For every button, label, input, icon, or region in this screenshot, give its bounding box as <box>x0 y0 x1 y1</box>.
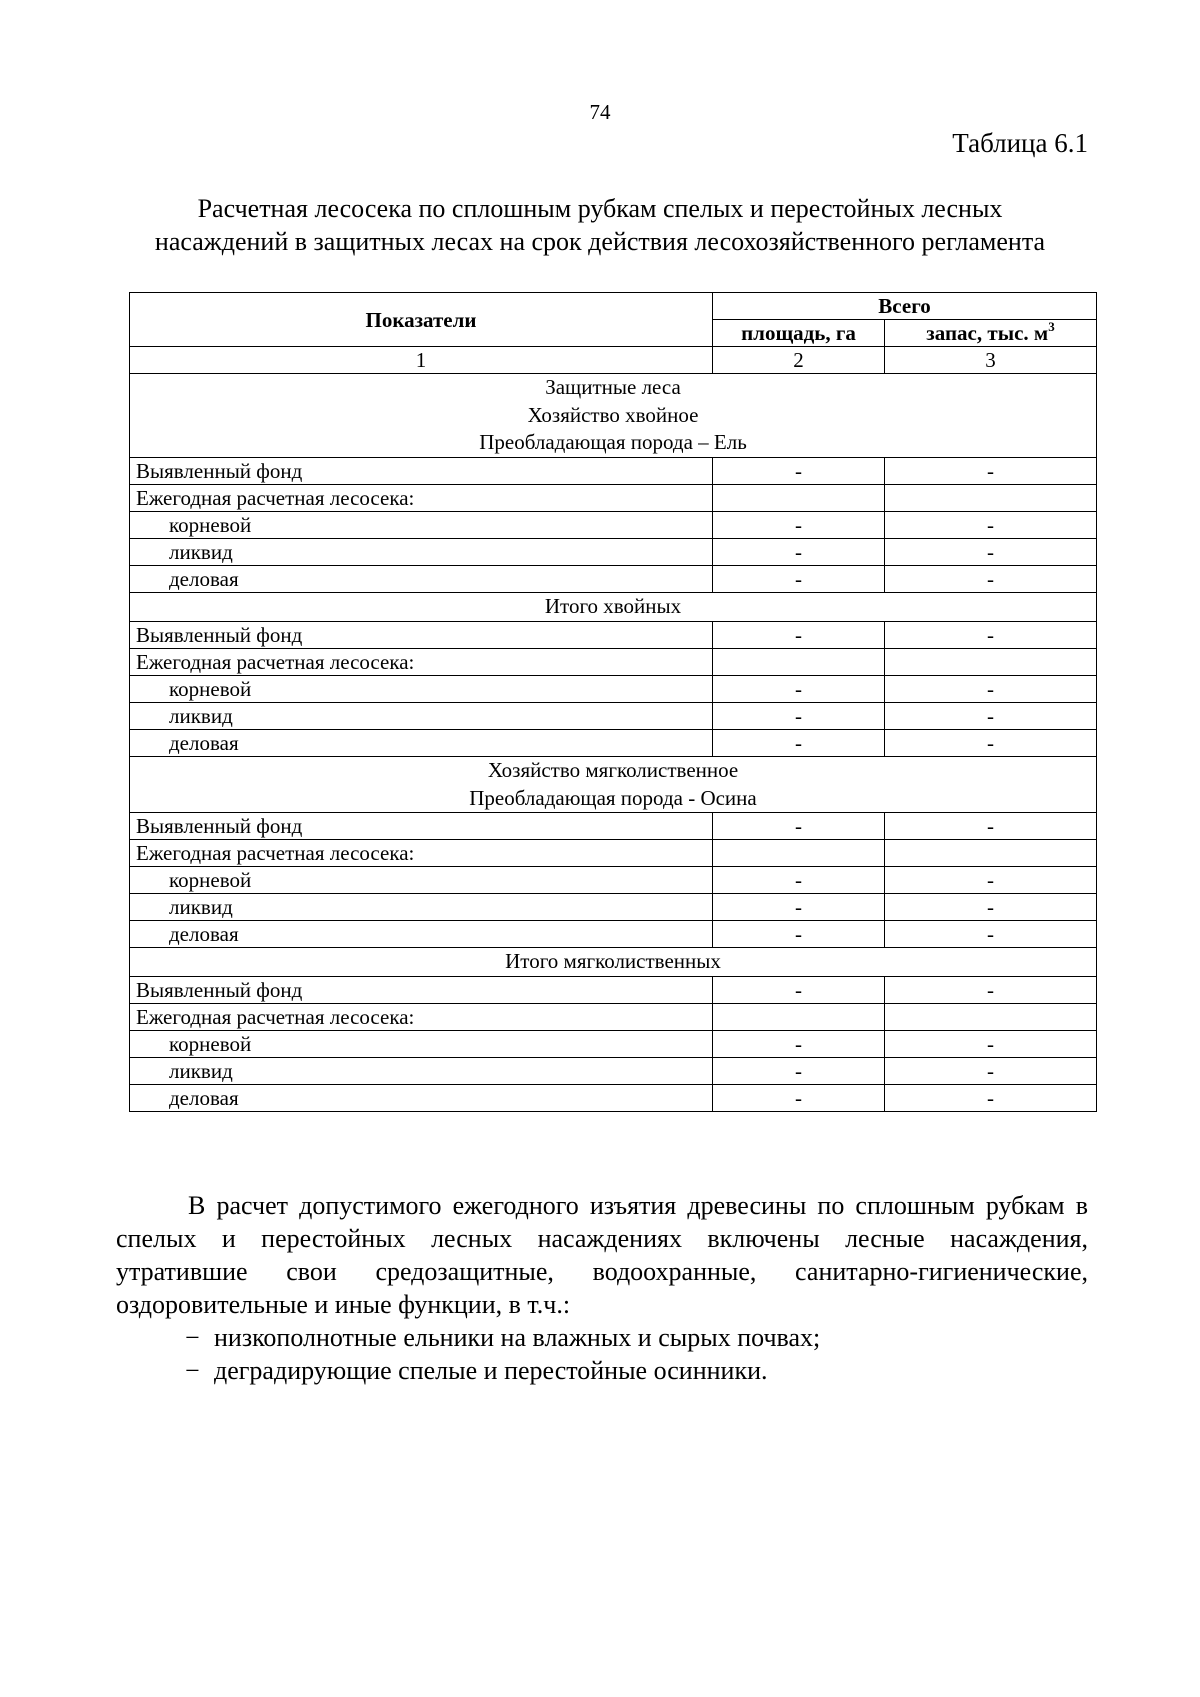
row-area-value: - <box>713 867 885 894</box>
row-stock-value: - <box>885 813 1097 840</box>
section-title-line: Хозяйство хвойное <box>527 402 699 427</box>
row-stock-value <box>885 485 1097 512</box>
row-stock-value: - <box>885 1057 1097 1084</box>
table-label: Таблица 6.1 <box>952 128 1088 158</box>
row-area-value: - <box>713 894 885 921</box>
column-number: 2 <box>713 347 885 374</box>
row-stock-value: - <box>885 921 1097 948</box>
row-area-value: - <box>713 458 885 485</box>
table-title-line: Расчетная лесосека по сплошным рубкам спелых и перестойных лесных <box>197 194 1003 223</box>
table-row <box>130 566 1097 593</box>
row-stock-value: - <box>885 867 1097 894</box>
row-stock-value: - <box>885 702 1097 729</box>
bullet-list <box>116 1321 1088 1387</box>
bullet-item <box>116 1321 1088 1354</box>
section-row <box>130 948 1097 977</box>
header-indicators: Показатели <box>130 293 713 347</box>
table-row <box>130 648 1097 675</box>
table-row <box>130 729 1097 756</box>
page-number: 74 <box>589 100 611 124</box>
row-label: ликвид <box>130 1057 713 1084</box>
row-area-value <box>713 485 885 512</box>
row-stock-value: - <box>885 539 1097 566</box>
table-row <box>130 921 1097 948</box>
bullet-item <box>116 1354 1088 1387</box>
table-row <box>130 894 1097 921</box>
row-stock-value <box>885 1003 1097 1030</box>
row-stock-value: - <box>885 729 1097 756</box>
table-row <box>130 675 1097 702</box>
row-area-value <box>713 648 885 675</box>
section-title-line: Защитные леса <box>545 375 681 399</box>
table-row <box>130 621 1097 648</box>
row-label: корневой <box>130 867 713 894</box>
row-label: деловая <box>130 921 713 948</box>
column-number: 3 <box>885 347 1097 374</box>
row-label: корневой <box>130 1030 713 1057</box>
row-area-value <box>713 1003 885 1030</box>
row-stock-value: - <box>885 1084 1097 1111</box>
row-stock-value: - <box>885 894 1097 921</box>
row-area-value: - <box>713 1057 885 1084</box>
row-stock-value: - <box>885 566 1097 593</box>
row-area-value: - <box>713 1030 885 1057</box>
section-title-line: Преобладающая порода - Осина <box>469 785 757 810</box>
row-stock-value: - <box>885 512 1097 539</box>
section-title-line: Хозяйство мягколиственное <box>487 757 739 782</box>
section-row <box>130 756 1097 812</box>
row-label: Ежегодная расчетная лесосека: <box>130 648 713 675</box>
table-title-line: насаждений в защитных лесах на срок действия лесохозяйственного регламента <box>154 227 1046 256</box>
row-label: Выявленный фонд <box>130 976 713 1003</box>
table-row <box>130 840 1097 867</box>
section-row <box>130 374 1097 458</box>
row-stock-value: - <box>885 1030 1097 1057</box>
column-numbers-row <box>130 347 1097 374</box>
section-title <box>130 374 1097 458</box>
row-area-value: - <box>713 729 885 756</box>
table-row <box>130 512 1097 539</box>
row-label: ликвид <box>130 702 713 729</box>
table-row <box>130 539 1097 566</box>
row-label: деловая <box>130 1084 713 1111</box>
header-stock-text: запас, тыс. м <box>926 321 1049 345</box>
row-area-value: - <box>713 976 885 1003</box>
row-area-value: - <box>713 921 885 948</box>
row-label: деловая <box>130 729 713 756</box>
row-label: Ежегодная расчетная лесосека: <box>130 485 713 512</box>
row-area-value: - <box>713 1084 885 1111</box>
row-stock-value <box>885 840 1097 867</box>
bullet-dash: − <box>185 1356 200 1385</box>
row-area-value: - <box>713 702 885 729</box>
table-row <box>130 976 1097 1003</box>
section-title <box>130 593 1097 622</box>
table-title <box>100 192 1100 258</box>
row-area-value <box>713 840 885 867</box>
row-label: ликвид <box>130 894 713 921</box>
row-stock-value: - <box>885 621 1097 648</box>
row-area-value: - <box>713 621 885 648</box>
table-row <box>130 813 1097 840</box>
table-row <box>130 485 1097 512</box>
header-total: Всего <box>713 293 1097 320</box>
row-label: корневой <box>130 675 713 702</box>
section-row <box>130 593 1097 622</box>
body-paragraph: В расчет допустимого ежегодного изъятия древесины по сплошным рубкам в спелых и перестойных лесных насаждениях включены лесные насаждения, утратившие свои средозащитные, водоохранные, санитарно-гигиенические, оздоровительные и иные функции, в т.ч.: <box>116 1191 1088 1319</box>
row-label: Выявленный фонд <box>130 813 713 840</box>
row-stock-value: - <box>885 458 1097 485</box>
row-label: деловая <box>130 566 713 593</box>
section-title <box>130 756 1097 812</box>
row-stock-value: - <box>885 675 1097 702</box>
table-row <box>130 458 1097 485</box>
header-stock-sup: 3 <box>1048 319 1055 334</box>
bullet-text: деградирующие спелые и перестойные осинники. <box>214 1356 768 1385</box>
table-row <box>130 702 1097 729</box>
row-label: корневой <box>130 512 713 539</box>
row-stock-value <box>885 648 1097 675</box>
header-area: площадь, га <box>713 320 885 347</box>
row-label: ликвид <box>130 539 713 566</box>
row-label: Ежегодная расчетная лесосека: <box>130 1003 713 1030</box>
row-label: Выявленный фонд <box>130 621 713 648</box>
column-number: 1 <box>130 347 713 374</box>
table-row <box>130 1057 1097 1084</box>
table-row <box>130 1030 1097 1057</box>
header-stock <box>885 320 1097 347</box>
bullet-dash: − <box>185 1323 200 1352</box>
row-area-value: - <box>713 813 885 840</box>
section-title-line: Итого мягколиственных <box>505 949 721 974</box>
row-area-value: - <box>713 539 885 566</box>
section-title-line: Преобладающая порода – Ель <box>479 430 747 455</box>
row-area-value: - <box>713 512 885 539</box>
row-label: Ежегодная расчетная лесосека: <box>130 840 713 867</box>
body-text <box>116 1189 1088 1387</box>
table-row <box>130 1084 1097 1111</box>
table-row <box>130 867 1097 894</box>
section-title <box>130 948 1097 977</box>
section-title-line: Итого хвойных <box>544 594 682 619</box>
bullet-text: низкополнотные ельники на влажных и сырых почвах; <box>214 1323 821 1352</box>
row-stock-value: - <box>885 976 1097 1003</box>
row-area-value: - <box>713 566 885 593</box>
row-area-value: - <box>713 675 885 702</box>
row-label: Выявленный фонд <box>130 458 713 485</box>
table-body <box>130 374 1097 1112</box>
table-row <box>130 1003 1097 1030</box>
logging-table <box>129 292 1097 1112</box>
